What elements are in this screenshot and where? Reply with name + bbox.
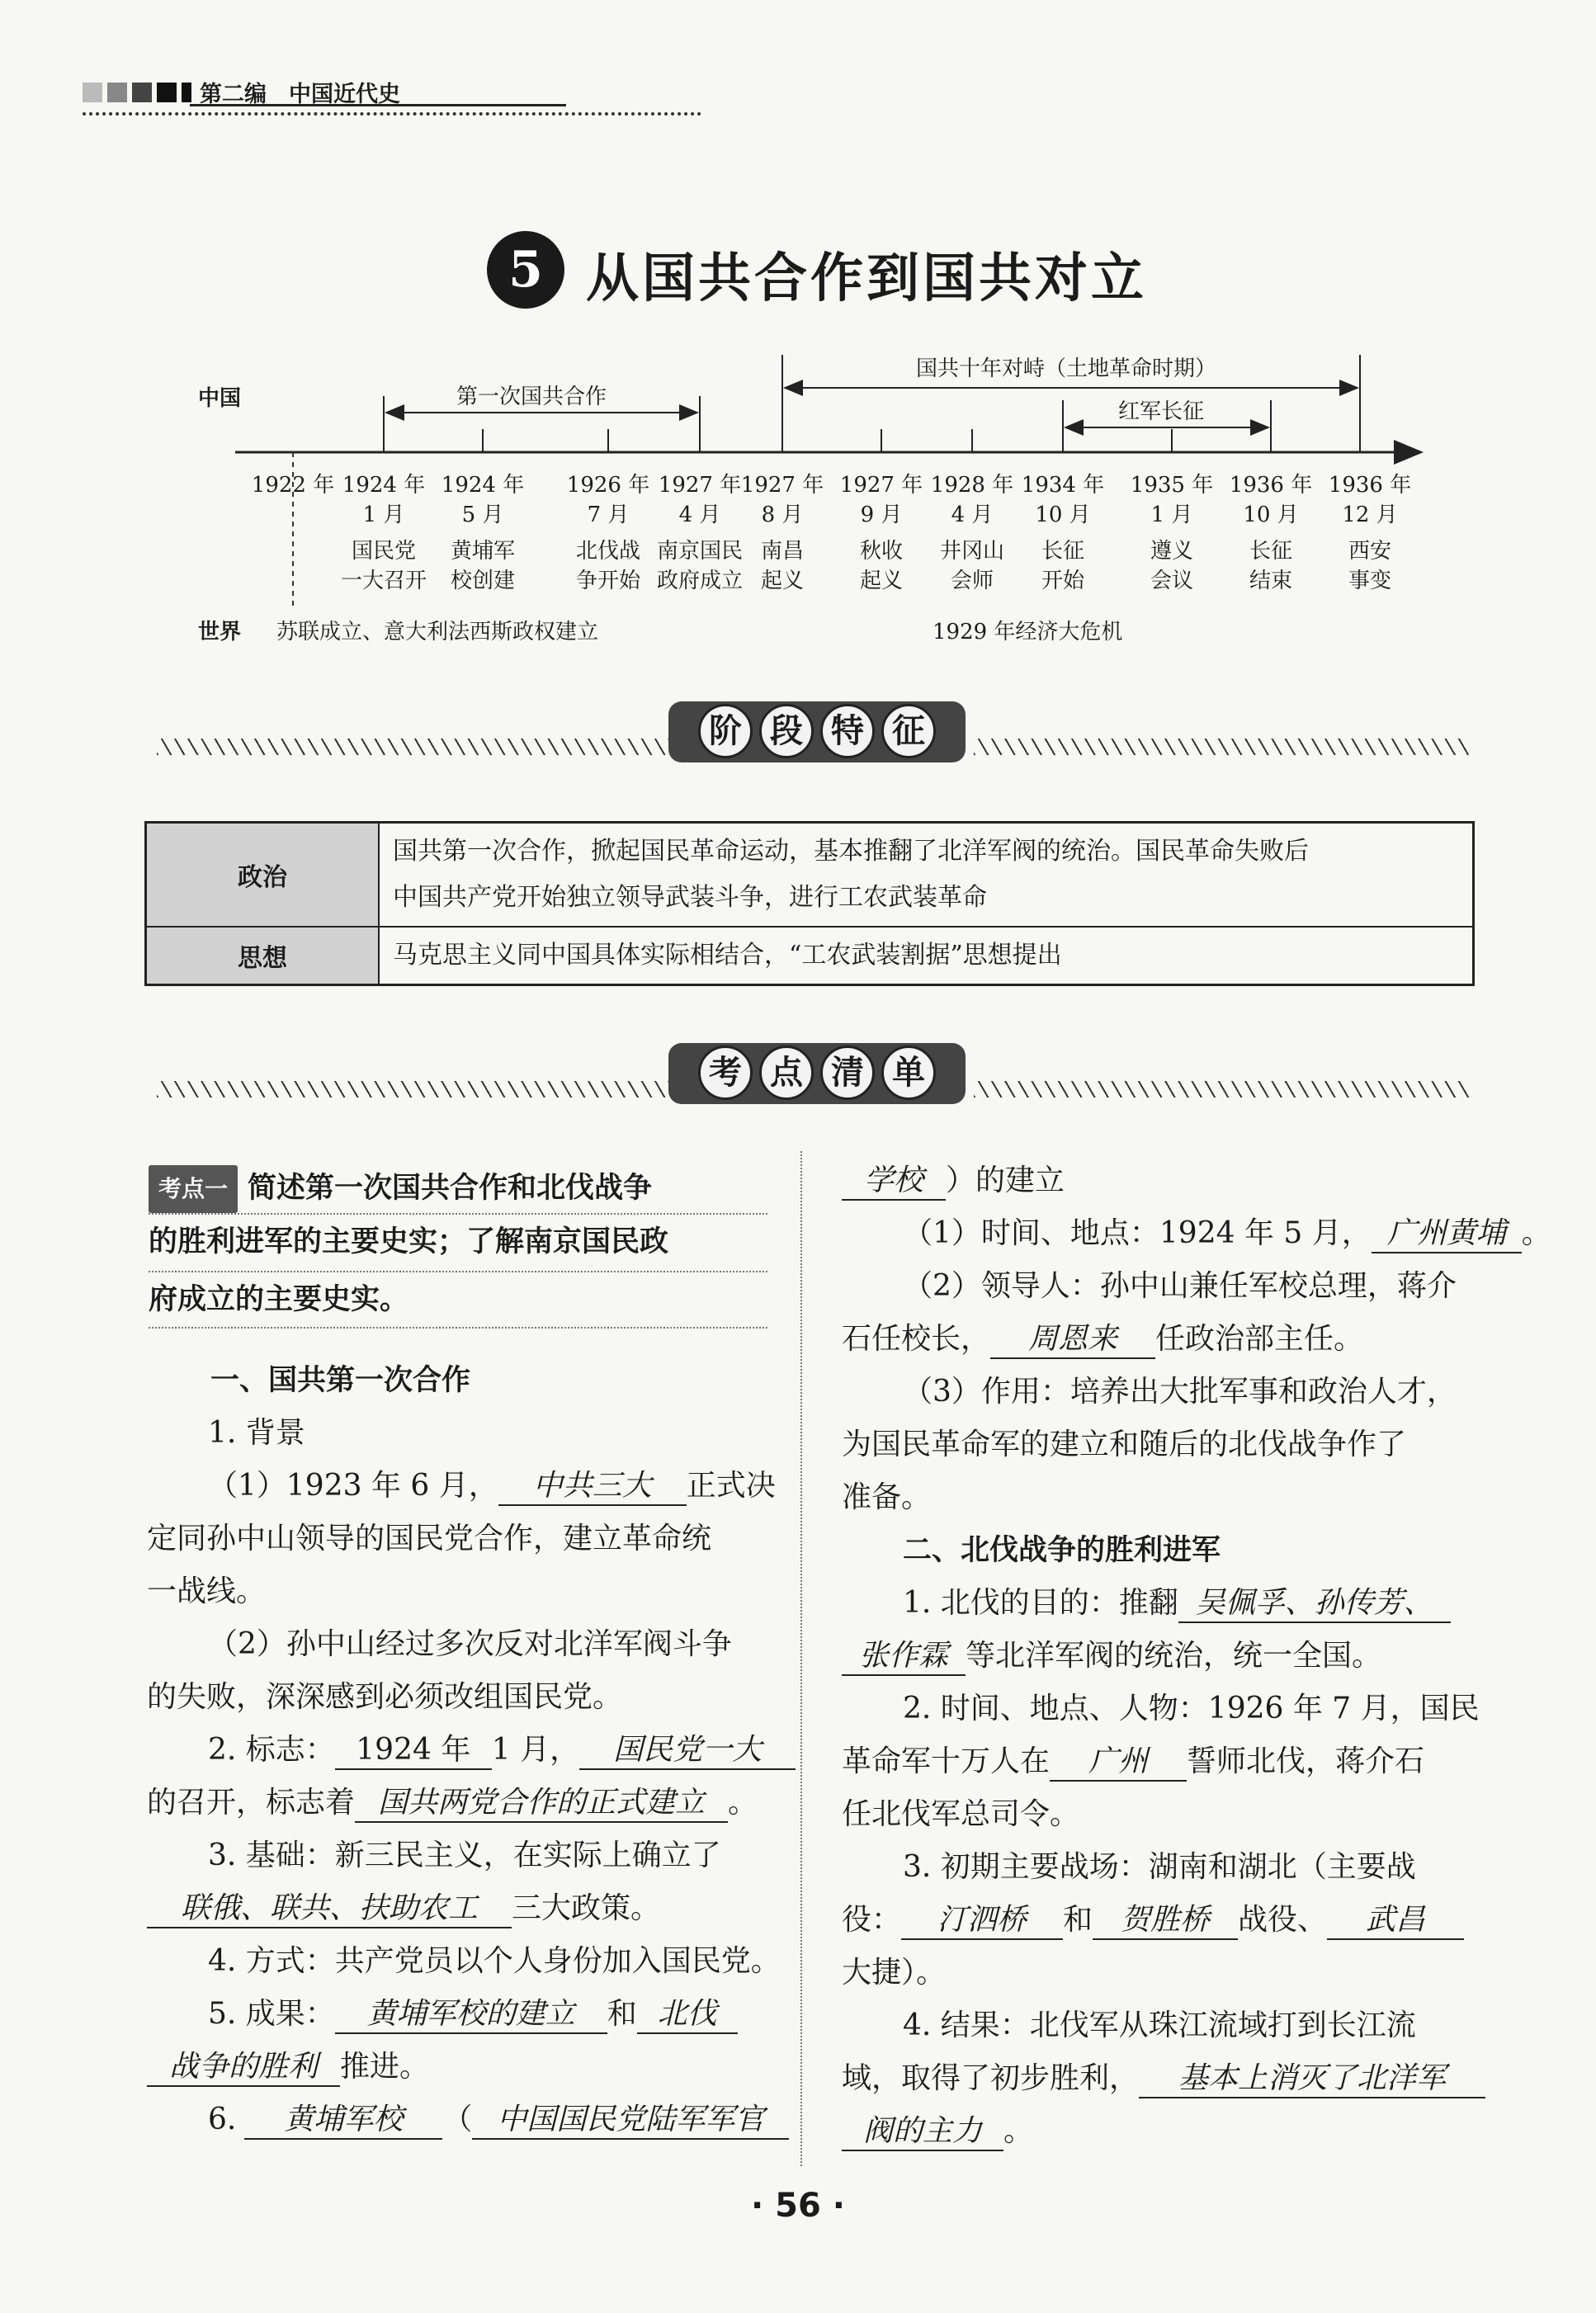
timeline-year-8: 1928 年 4 月 <box>930 473 1014 527</box>
banner1-char-1: 阶 <box>698 704 753 758</box>
kp1-line1 <box>149 1165 652 1213</box>
mark-line1 <box>208 1730 796 1771</box>
timeline-event-7: 井冈山 会师 <box>939 539 1005 593</box>
huangpu-line2 <box>842 1160 1065 1201</box>
mark-line2 <box>147 1782 758 1824</box>
answer-blank-12: 广州黄埔 <box>1372 1216 1522 1253</box>
goal-line1 <box>903 1583 1451 1624</box>
answer-blank-9: 黄埔军校 <box>244 2102 442 2140</box>
timeline-year-12: 1936 年 12 月 <box>1328 473 1412 527</box>
timeline-event-6: 秋收 起义 <box>859 539 904 593</box>
time-line <box>903 1213 1551 1254</box>
timeline-year-9: 1934 年 10 月 <box>1021 473 1105 527</box>
banner2-hatch-right <box>974 1081 1469 1097</box>
result-line1 <box>208 1994 738 2035</box>
leader-line2 <box>842 1319 1363 1360</box>
timeline-event-4: 南京国民 政府成立 <box>656 539 744 593</box>
timeline-event-5: 南昌 起义 <box>760 539 805 593</box>
chapter-number-badge: 5 <box>487 231 564 309</box>
goal-line2 <box>842 1636 1381 1677</box>
kp1-rule2 <box>149 1271 767 1272</box>
span-march-label: 红军长征 <box>1118 399 1205 424</box>
battle-text-b: 役： <box>842 1903 902 1937</box>
mark-text-c: 的召开，标志着 <box>147 1786 356 1820</box>
kp1-rule3 <box>149 1327 767 1329</box>
battle-text-c: 和 <box>1063 1903 1093 1937</box>
span-ten-label: 国共十年对峙（土地革命时期） <box>916 356 1217 381</box>
answer-blank-15: 张作霖 <box>842 1638 966 1676</box>
bg-p1-line1 <box>208 1466 776 1507</box>
effect-line1: （3）作用：培养出大批军事和政治人才， <box>903 1375 1457 1409</box>
answer-blank-6: 黄埔军校的建立 <box>335 1996 607 2034</box>
mark-text-a: 2. 标志： <box>208 1733 335 1767</box>
outcome-text-c: 。 <box>1003 2114 1034 2148</box>
result-text-b: 和 <box>607 1997 637 2031</box>
timeline-year-1: 1922 年 <box>251 473 335 498</box>
timeline-event-9: 遵义 会议 <box>1150 539 1194 593</box>
bg-p2-line1: （2）孙中山经过多次反对北洋军阀斗争 <box>208 1627 732 1661</box>
banner2-char-1: 考 <box>698 1046 753 1100</box>
answer-blank-10: 中国国民党陆军军官 <box>472 2102 789 2140</box>
when-line2 <box>842 1741 1424 1782</box>
mark-text-d: 。 <box>728 1786 758 1820</box>
banner2-char-3: 清 <box>820 1046 875 1100</box>
time-text-b: 。 <box>1521 1216 1551 1250</box>
banner1-char-2: 段 <box>759 704 814 758</box>
effect-line3: 准备。 <box>842 1480 932 1514</box>
outcome-text-b: 域，取得了初步胜利， <box>842 2061 1140 2095</box>
answer-blank-20: 基本上消灭了北洋军 <box>1139 2060 1485 2098</box>
when-text-b: 革命军十万人在 <box>842 1744 1051 1778</box>
goal-text-b: 等北洋军阀的统治，统一全国。 <box>966 1639 1382 1673</box>
timeline-year-4: 1926 年 7 月 <box>566 473 650 527</box>
answer-blank-3: 国民党一大 <box>579 1732 796 1770</box>
battle-text-d: 战役、 <box>1238 1903 1328 1937</box>
section2-title: 二、北伐战争的胜利进军 <box>903 1534 1221 1567</box>
answer-blank-14: 吴佩孚、孙传芳、 <box>1178 1585 1451 1623</box>
section1-title: 一、国共第一次合作 <box>210 1364 471 1397</box>
answer-blank-17: 汀泗桥 <box>901 1902 1063 1940</box>
timeline-event-8: 长征 开始 <box>1041 539 1085 593</box>
when-line1: 2. 时间、地点、人物：1926 年 7 月，国民 <box>903 1692 1480 1725</box>
outcome-line1: 4. 结果：北伐军从珠江流域打到长江流 <box>903 2009 1416 2042</box>
header-title: 第二编 中国近代史 <box>200 82 400 107</box>
world-event-left: 苏联成立、意大利法西斯政权建立 <box>276 620 599 644</box>
timeline-year-2: 1924 年 1 月 <box>342 473 426 527</box>
foundation-line2 <box>147 1888 660 1929</box>
bg-p1-line3: 一战线。 <box>147 1574 267 1608</box>
timeline-event-10: 长征 结束 <box>1249 539 1293 593</box>
answer-blank-7: 北伐 <box>637 1996 738 2034</box>
answer-blank-1: 中共三大 <box>498 1468 687 1506</box>
stage-features-table <box>144 821 1475 986</box>
timeline-year-7: 1927 年 9 月 <box>839 473 923 527</box>
outcome-line2 <box>842 2058 1485 2099</box>
answer-blank-11: 学校 <box>842 1163 946 1201</box>
timeline-row-china: 中国 <box>198 386 242 411</box>
bg-p2-line2: 的失败，深深感到必须改组国民党。 <box>147 1680 623 1714</box>
huangpu-text-c: ）的建立 <box>946 1164 1065 1197</box>
answer-blank-18: 贺胜桥 <box>1093 1902 1238 1940</box>
banner2-char-4: 单 <box>881 1046 936 1100</box>
leader-text-b: 石任校长， <box>842 1322 991 1356</box>
banner2-char-2: 点 <box>759 1046 814 1100</box>
feature-head-thought: 思想 <box>147 928 380 984</box>
battle-line1: 3. 初期主要战场：湖南和湖北（主要战 <box>903 1850 1416 1884</box>
banner1-hatch-left <box>157 739 668 755</box>
result-text-a: 5. 成果： <box>208 1997 335 2031</box>
time-text-a: （1）时间、地点：1924 年 5 月， <box>903 1216 1372 1250</box>
column-divider <box>800 1151 802 2166</box>
bg-p1-text-a: （1）1923 年 6 月， <box>208 1469 498 1503</box>
bg-p1-text-b: 正式决 <box>686 1469 776 1503</box>
banner1-hatch-right <box>974 739 1469 755</box>
timeline-event-1: 国民党 一大召开 <box>340 539 427 593</box>
kp1-line3: 府成立的主要史实。 <box>149 1283 409 1316</box>
bg-p1-line2: 定同孙中山领导的国民党合作，建立革命统 <box>147 1522 712 1555</box>
answer-blank-21: 阀的主力 <box>842 2113 1003 2151</box>
timeline-year-10: 1935 年 1 月 <box>1130 473 1214 527</box>
banner1-char-3: 特 <box>820 704 875 758</box>
answer-blank-5: 联俄、联共、扶助农工 <box>147 1891 512 1928</box>
background-heading: 1. 背景 <box>208 1416 305 1450</box>
kp1-rule1 <box>149 1213 767 1215</box>
timeline-year-11: 1936 年 10 月 <box>1229 473 1313 527</box>
leader-line1: （2）领导人：孙中山兼任军校总理，蒋介 <box>903 1269 1457 1303</box>
result-line2 <box>147 2046 429 2088</box>
feature-politics-line2: 中国共产党开始独立领导武装斗争，进行工农武装革命 <box>393 883 987 912</box>
span-first-label: 第一次国共合作 <box>456 385 607 409</box>
answer-blank-13: 周恩来 <box>990 1321 1155 1359</box>
timeline-year-6: 1927 年 8 月 <box>740 473 824 527</box>
answer-blank-16: 广州 <box>1050 1744 1187 1782</box>
page-number: · 56 · <box>751 2187 845 2225</box>
feature-cell-thought: 马克思主义同中国具体实际相结合，“工农武装割据”思想提出 <box>393 941 1062 970</box>
answer-blank-8: 战争的胜利 <box>147 2049 340 2087</box>
battle-line2 <box>842 1900 1464 1941</box>
huangpu-text-a: 6. <box>208 2103 237 2136</box>
kp1-text1: 简述第一次国共合作和北伐战争 <box>248 1172 653 1205</box>
battle-line3: 大捷）。 <box>842 1956 947 1990</box>
timeline-event-11: 西安 事变 <box>1348 539 1392 593</box>
when-text-c: 誓师北伐，蒋介石 <box>1187 1744 1425 1778</box>
banner1-char-4: 征 <box>881 704 936 758</box>
feature-row-politics <box>147 824 1472 928</box>
timeline-year-3: 1924 年 5 月 <box>441 473 525 527</box>
answer-blank-2: 1924 年 <box>335 1732 492 1770</box>
goal-text-a: 1. 北伐的目的：推翻 <box>903 1586 1178 1620</box>
timeline-row-world: 世界 <box>198 620 242 644</box>
feature-row-thought <box>147 928 1472 984</box>
kp1-line2: 的胜利进军的主要史实；了解南京国民政 <box>149 1225 669 1258</box>
mark-text-b: 1 月， <box>491 1733 580 1767</box>
world-event-right: 1929 年经济大危机 <box>933 620 1123 644</box>
feature-cell-politics <box>380 824 1472 926</box>
result-text-c: 推进。 <box>340 2050 430 2084</box>
outcome-line3 <box>842 2111 1033 2152</box>
leader-text-c: 任政治部主任。 <box>1155 1322 1364 1356</box>
timeline-event-3: 北伐战 争开始 <box>575 539 641 593</box>
answer-blank-19: 武昌 <box>1327 1902 1464 1940</box>
chapter-title: 从国共合作到国共对立 <box>586 248 1147 309</box>
feature-head-politics: 政治 <box>147 824 380 926</box>
huangpu-text-b: （ <box>442 2103 473 2136</box>
timeline-year-5: 1927 年 4 月 <box>658 473 742 527</box>
feature-politics-line1: 国共第一次合作，掀起国民革命运动，基本推翻了北洋军阀的统治。国民革命失败后 <box>393 837 1309 866</box>
banner2-hatch-left <box>157 1081 668 1097</box>
foundation-line1: 3. 基础：新三民主义，在实际上确立了 <box>208 1839 721 1872</box>
when-line3: 任北伐军总司令。 <box>842 1797 1080 1831</box>
answer-blank-4: 国共两党合作的正式建立 <box>355 1785 728 1823</box>
kp1-tag: 考点一 <box>149 1165 238 1213</box>
timeline-event-2: 黄埔军 校创建 <box>450 539 516 593</box>
huangpu-line1 <box>208 2099 789 2141</box>
way-line: 4. 方式：共产党员以个人身份加入国民党。 <box>208 1944 781 1978</box>
foundation-text-b: 三大政策。 <box>512 1891 661 1925</box>
effect-line2: 为国民革命军的建立和随后的北伐战争作了 <box>842 1428 1407 1461</box>
